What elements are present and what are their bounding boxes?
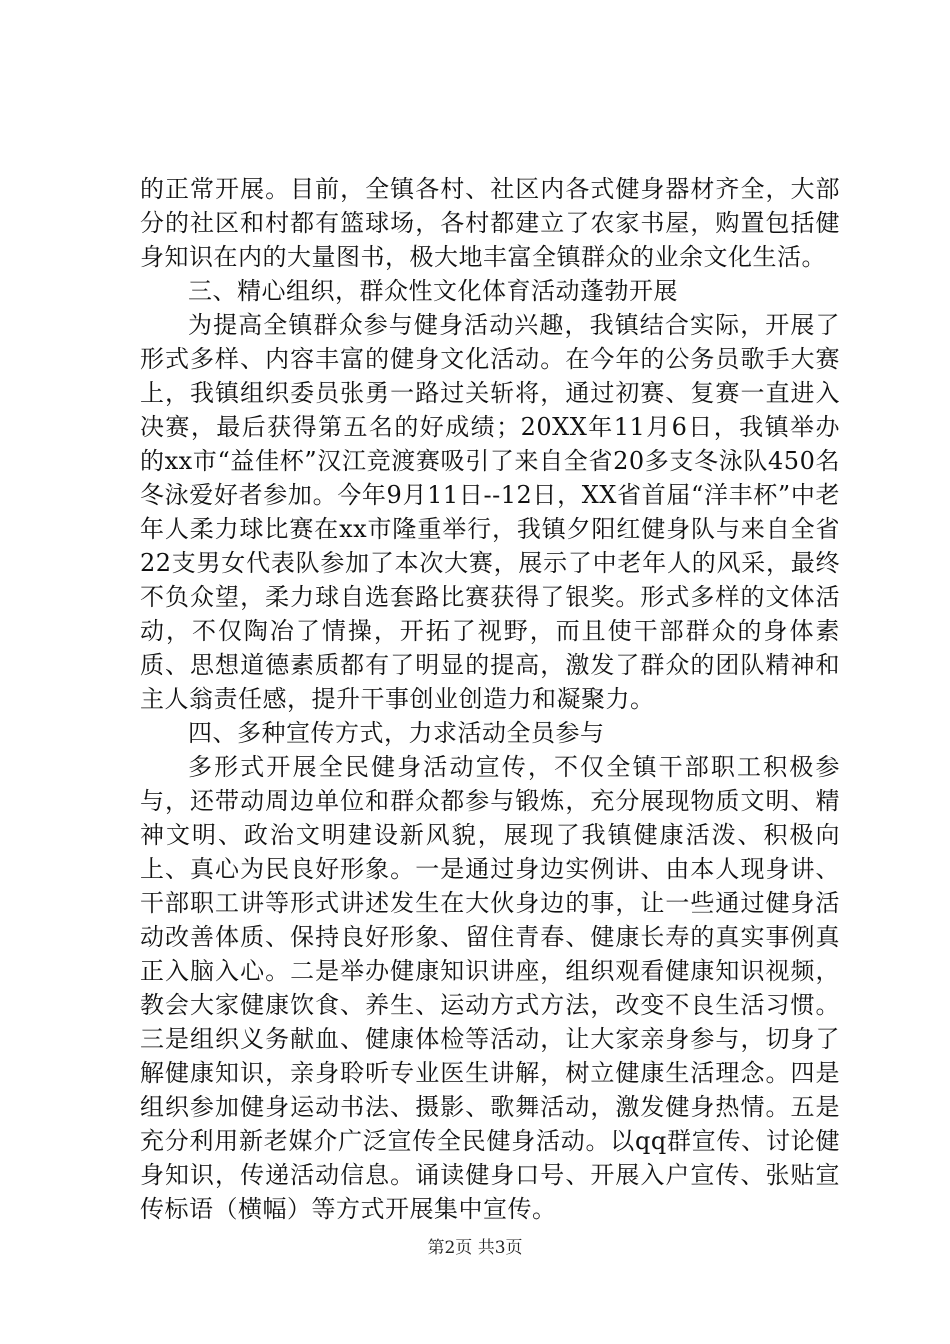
paragraph-publicity: 多形式开展全民健身活动宣传，不仅全镇干部职工积极参与，还带动周边单位和群众都参与锻炼，充分展现物质文明、精神文明、政治文明建设新风貌，展现了我镇健康活泼、积极向上、真心为民良好形象。一是通过身边实例讲、由本人现身讲、干部职工讲等形式讲述发生在大伙身边的事，让一些通过健身活动改善体质、保持良好形象、留住青春、健康长寿的真实事例真正入脑入心。二是举办健康知识讲座，组织观看健康知识视频，教会大家健康饮食、养生、运动方式方法，改变不良生活习惯。三是组织义务献血、健康体检等活动，让大家亲身参与，切身了解健康知识，亲身聆听专业医生讲解，树立健康生活理念。四是组织参加健身运动书法、摄影、歌舞活动，激发健身热情。五是充分利用新老媒介广泛宣传全民健身活动。以qq群宣传、讨论健身知识，传递活动信息。诵读健身口号、开展入户宣传、张贴宣传标语（横幅）等方式开展集中宣传。 — [140, 753, 840, 1223]
section-heading-4: 四、多种宣传方式，力求活动全员参与 — [188, 719, 605, 747]
paragraph-activities: 为提高全镇群众参与健身活动兴趣，我镇结合实际，开展了形式多样、内容丰富的健身文化活动。在今年的公务员歌手大赛上，我镇组织委员张勇一路过关斩将，通过初赛、复赛一直进入决赛，最后获得第五名的好成绩；20XX年11月6日，我镇举办的xx市“益佳杯”汉江竞渡赛吸引了来自全省20多支冬泳队450名冬泳爱好者参加。今年9月11日--12日，XX省首届“洋丰杯”中老年人柔力球比赛在xx市隆重举行，我镇夕阳红健身队与来自全省22支男女代表队参加了本次大赛，展示了中老年人的风采，最终不负众望，柔力球自选套路比赛获得了银奖。形式多样的文体活动，不仅陶冶了情操，开拓了视野，而且使干部群众的身体素质、思想道德素质都有了明显的提高，激发了群众的团队精神和主人翁责任感，提升干事创业创造力和凝聚力。 — [140, 311, 840, 713]
document-body — [140, 172, 840, 1226]
section-heading-3: 三、精心组织，群众性文化体育活动蓬勃开展 — [188, 277, 678, 305]
page-number-footer: 第2页 共3页 — [427, 1238, 523, 1258]
paragraph-continuation: 的正常开展。目前，全镇各村、社区内各式健身器材齐全，大部分的社区和村都有篮球场，各村都建立了农家书屋，购置包括健身知识在内的大量图书，极大地丰富全镇群众的业余文化生活。 — [140, 175, 840, 271]
